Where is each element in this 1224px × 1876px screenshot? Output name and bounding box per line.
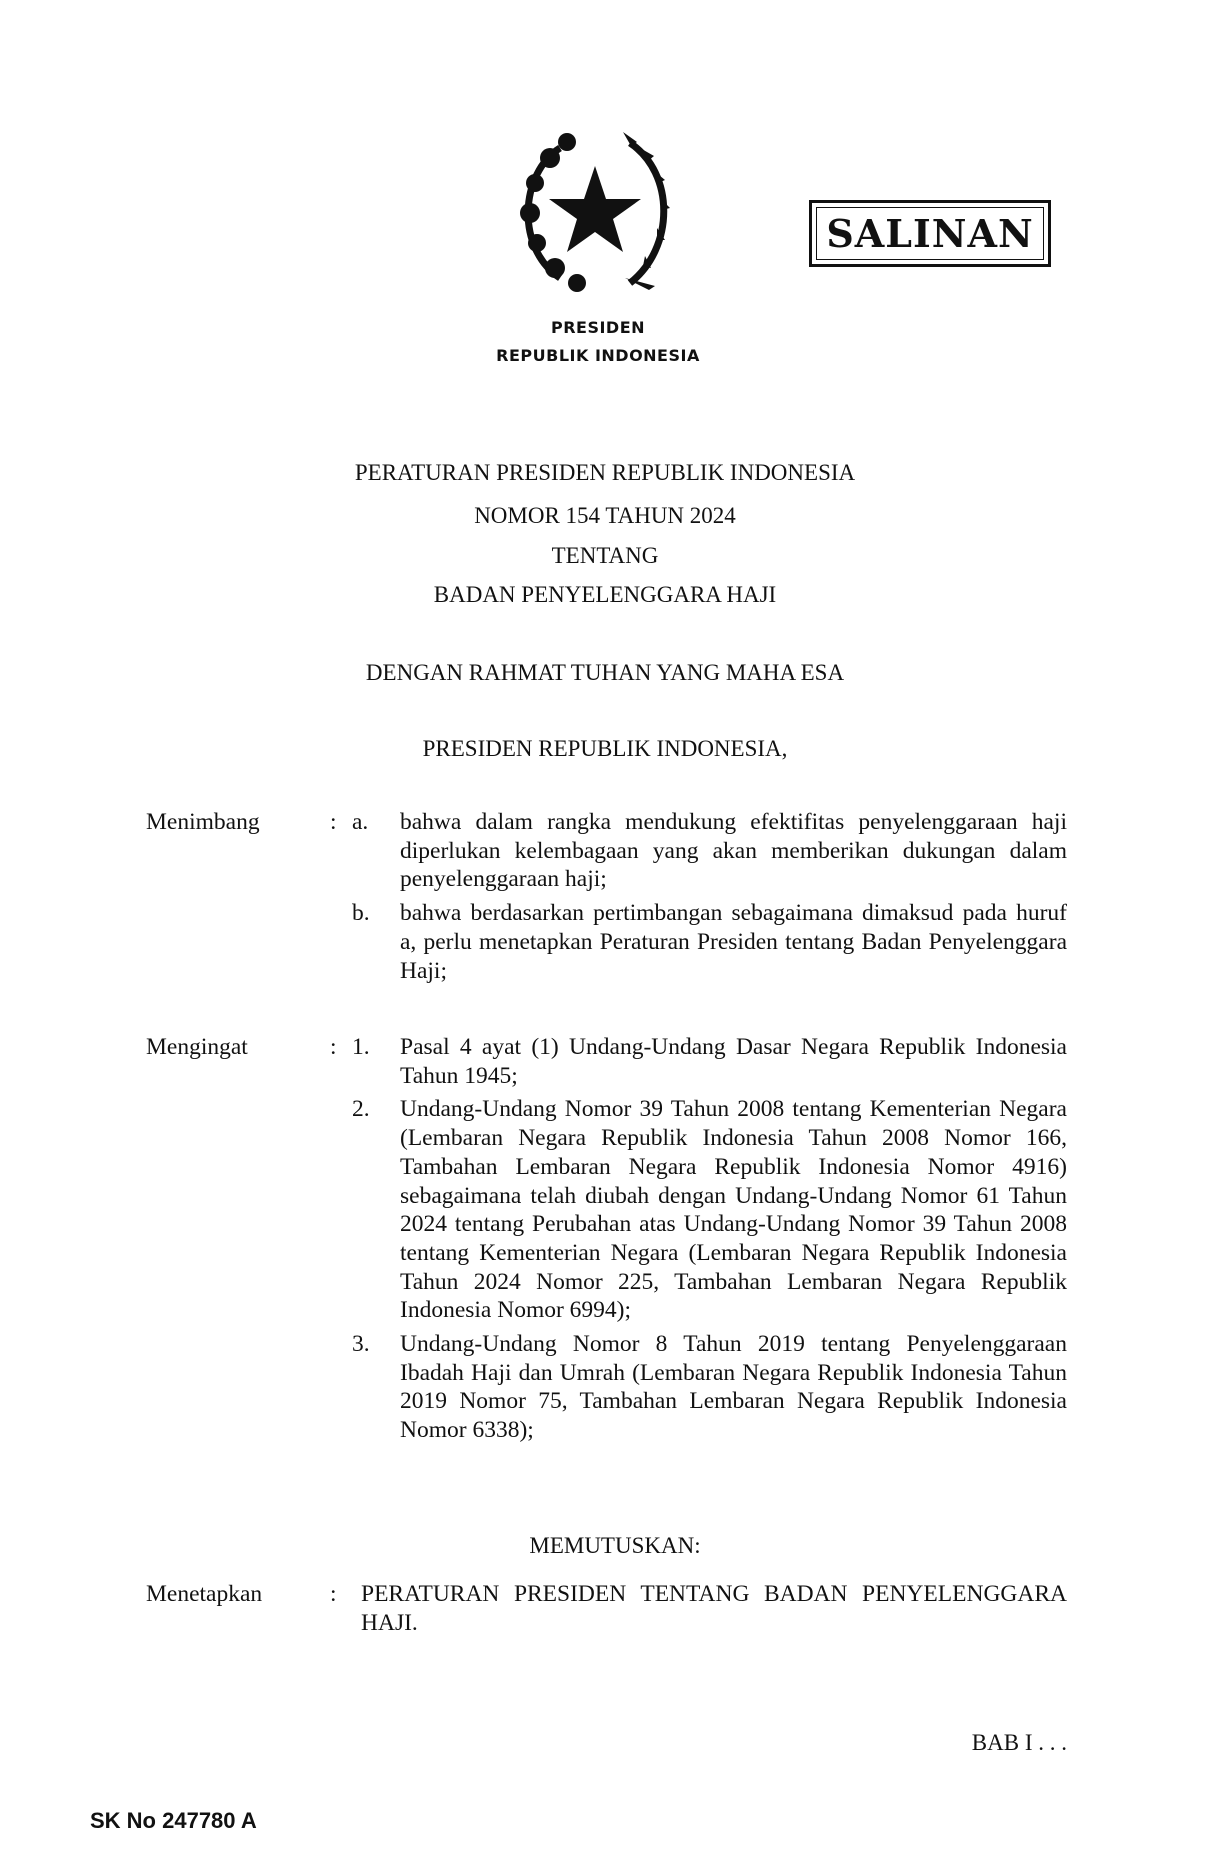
list-item: [352, 1095, 1067, 1325]
issuer: PRESIDEN REPUBLIK INDONESIA,: [422, 736, 788, 761]
item-marker: 1.: [352, 1034, 370, 1060]
mengingat-section: [146, 1033, 1067, 1450]
item-text: bahwa dalam rangka mendukung efektifitas penyelenggaraan haji diperlukan kelembagaan yang akan memberikan dukungan dalam penyelenggaraan haji;: [400, 809, 1067, 893]
item-marker: 2.: [352, 1096, 370, 1123]
item-text: Undang-Undang Nomor 8 Tahun 2019 tentang Penyelenggaraan Ibadah Haji dan Umrah (Lembaran Negara Republik Indonesia Tahun 2019 Nomor 75, Tambahan Lembaran Negara Republik Indonesia Nomor 6338);: [400, 1331, 1067, 1444]
menetapkan-section: [146, 1580, 1067, 1637]
list-item: [352, 1330, 1067, 1445]
salinan-stamp: [809, 200, 1051, 267]
section-label: Menetapkan: [146, 1581, 263, 1607]
item-marker: b.: [352, 900, 370, 927]
sk-number: SK No 247780 A: [90, 1808, 257, 1833]
emblem-caption-republic: REPUBLIK INDONESIA: [496, 346, 700, 365]
item-text: Undang-Undang Nomor 39 Tahun 2008 tentang Kementerian Negara (Lembaran Negara Republik Indonesia Tahun 2008 Nomor 166, Tambahan Lembaran Negara Republik Indonesia Nomor 4916) sebagaimana telah diubah dengan Undang-Undang Nomor 61 Tahun 2024 tentang Perubahan atas Undang-Undang Nomor 39 Tahun 2008 tentang Kementerian Negara (Lembaran Negara Republik Indonesia Tahun 2024 Nomor 225, Tambahan Lembaran Negara Republik Indonesia Nomor 6994);: [400, 1096, 1067, 1324]
continuation-marker: BAB I . . .: [971, 1730, 1067, 1755]
regulation-about: TENTANG: [551, 543, 659, 568]
item-marker: 3.: [352, 1331, 370, 1358]
regulation-subject: BADAN PENYELENGGARA HAJI: [433, 582, 777, 607]
item-text: bahwa berdasarkan pertimbangan sebagaimana dimaksud pada huruf a, perlu menetapkan Peraturan Presiden tentang Badan Penyelenggara Haji;: [400, 900, 1067, 984]
colon: :: [330, 1581, 337, 1607]
menimbang-section: [146, 808, 1067, 990]
menetapkan-text: PERATURAN PRESIDEN TENTANG BADAN PENYELENGGARA HAJI.: [361, 1581, 1067, 1636]
item-marker: a.: [352, 809, 369, 835]
section-label: Menimbang: [146, 809, 260, 835]
list-item: [352, 1033, 1067, 1090]
regulation-title: PERATURAN PRESIDEN REPUBLIK INDONESIA: [354, 460, 856, 485]
colon: :: [330, 1034, 337, 1060]
stamp-text: SALINAN: [816, 207, 1044, 260]
colon: :: [330, 809, 337, 835]
emblem-caption-president: PRESIDEN: [550, 318, 646, 337]
list-item: [352, 808, 1067, 894]
list-item: [352, 899, 1067, 985]
invocation: DENGAN RAHMAT TUHAN YANG MAHA ESA: [365, 660, 845, 685]
presidential-emblem-icon: [505, 128, 685, 303]
item-text: Pasal 4 ayat (1) Undang-Undang Dasar Negara Republik Indonesia Tahun 1945;: [400, 1034, 1067, 1089]
section-label: Mengingat: [146, 1034, 248, 1060]
memutuskan-heading: MEMUTUSKAN:: [529, 1533, 701, 1558]
regulation-number: NOMOR 154 TAHUN 2024: [474, 503, 736, 528]
